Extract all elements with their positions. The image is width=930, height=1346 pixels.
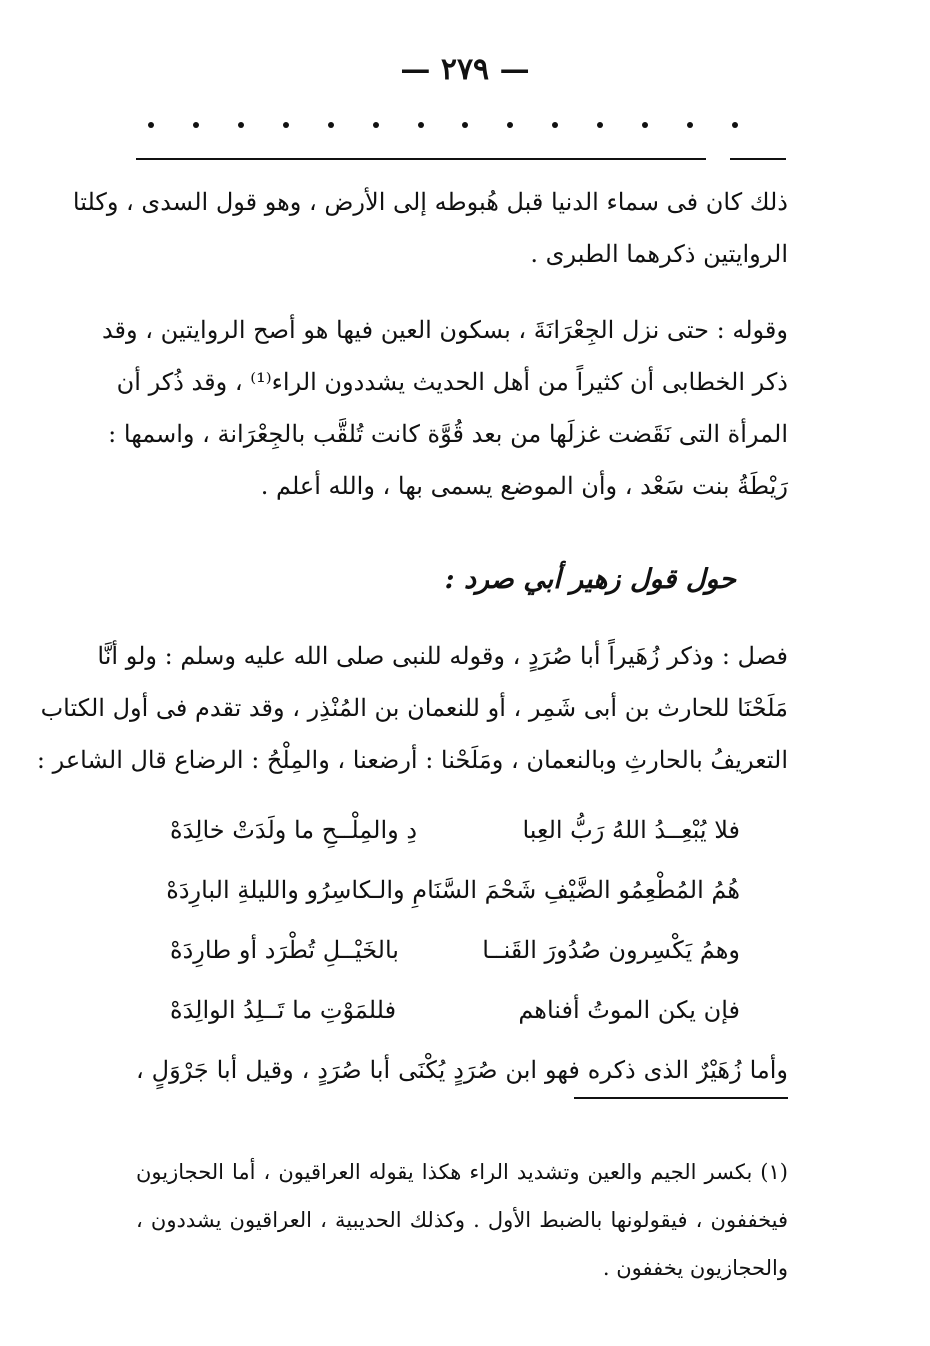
poem-verse xyxy=(170,920,740,980)
footnote-line: والحجازيون يخففون . xyxy=(602,1256,788,1280)
text-line: التعريفُ بالحارثِ وبالنعمان ، ومَلَحْنا : أرضعنا ، والمِلْحُ : الرضاع قال الشاعر : xyxy=(36,746,788,774)
ornament-dot xyxy=(732,122,738,128)
poem-verse xyxy=(170,800,740,860)
paragraph-3 xyxy=(36,630,788,786)
paragraph-1 xyxy=(72,176,788,280)
footnote-line: فيخففون ، فيقولونها بالضبط الأول . وكذلك الحديبية ، العراقيون يشددون ، xyxy=(136,1208,788,1232)
ornament-dot xyxy=(418,122,424,128)
text-line: ذلك كان فى سماء الدنيا قبل هُبوطه إلى الأرض ، وهو قول السدى ، وكلتا xyxy=(72,188,788,216)
ornament-dot xyxy=(193,122,199,128)
verse-second-hemistich: مِ والـكاسِرُو والليلةِ البارِدَهْ xyxy=(166,876,428,904)
ornament-dot xyxy=(507,122,513,128)
header-rule xyxy=(136,158,706,160)
verse-first-hemistich: هُمُ المُطْعِمُو الضَّيْفِ شَحْمَ السَّنَا xyxy=(427,876,740,904)
text-line: وقوله : حتى نزل الجِعْرَانَةَ ، بسكون العين فيها هو أصح الروايتين ، وقد xyxy=(101,316,788,344)
ornament-dot xyxy=(552,122,558,128)
ornament-dot xyxy=(373,122,379,128)
poem xyxy=(166,800,740,1040)
text-line: مَلَحْنَا للحارث بن أبى شَمِر ، أو للنعمان بن المُنْذِر ، وقد تقدم فى أول الكتاب xyxy=(40,694,788,722)
text-line: فصل : وذكر زُهَيراً أبا صُرَدٍ ، وقوله للنبى صلى الله عليه وسلم : ولو أنَّا xyxy=(97,642,788,670)
page-number: — ٢٧٩ — xyxy=(400,52,530,87)
verse-second-hemistich: بالخَيْــلِ تُطْرَد أو طارِدَهْ xyxy=(170,936,399,964)
ornament-dots-row xyxy=(148,122,738,128)
header-rule-short xyxy=(730,158,786,160)
ornament-dot xyxy=(462,122,468,128)
ornament-dot xyxy=(597,122,603,128)
text-line: الروايتين ذكرهما الطبرى . xyxy=(530,240,788,268)
paragraph-2 xyxy=(101,304,788,512)
footnote-line: (١) بكسر الجيم والعين وتشديد الراء هكذا يقوله العراقيون ، أما الحجازيون xyxy=(136,1160,788,1184)
poem-verse xyxy=(166,860,740,920)
ornament-dot xyxy=(283,122,289,128)
verse-first-hemistich: فإن يكن الموتُ أفناهم xyxy=(518,996,740,1024)
verse-first-hemistich: فلا يُبْعِــدُ اللهُ رَبُّ العِبا xyxy=(522,816,740,844)
footnotes xyxy=(136,1148,788,1292)
ornament-dot xyxy=(687,122,693,128)
section-heading: حول قول زهير أبي صرد : xyxy=(444,564,736,595)
text-line: وأما زُهَيْرٌ الذى ذكره فهو ابن صُرَدٍ يُكْنَى أبا صُرَدٍ ، وقيل أبا جَرْوَلٍ ، xyxy=(136,1056,788,1084)
verse-second-hemistich: دِ والمِلْــحِ ما ولَدَتْ خالِدَهْ xyxy=(170,816,418,844)
poem-verse xyxy=(170,980,740,1040)
verse-first-hemistich: وهمُ يَكْسِرون صُدُورَ القَنــا xyxy=(482,936,740,964)
paragraph-4 xyxy=(136,1044,788,1096)
footnote-separator xyxy=(574,1097,788,1099)
ornament-dot xyxy=(238,122,244,128)
ornament-dot xyxy=(642,122,648,128)
text-line: ذكر الخطابى أن كثيراً من أهل الحديث يشددون الراء⁽¹⁾ ، وقد ذُكر أن xyxy=(116,368,788,396)
ornament-dot xyxy=(328,122,334,128)
ornament-dot xyxy=(148,122,154,128)
text-line: رَيْطَةُ بنت سَعْد ، وأن الموضع يسمى بها ، والله أعلم . xyxy=(260,472,788,500)
text-line: المرأة التى نَقَضت غزلَها من بعد قُوَّة كانت تُلقَّب بالجِعْرَانة ، واسمها : xyxy=(108,420,788,448)
verse-second-hemistich: فللمَوْتِ ما تَــلِدُ الوالِدَهْ xyxy=(170,996,397,1024)
